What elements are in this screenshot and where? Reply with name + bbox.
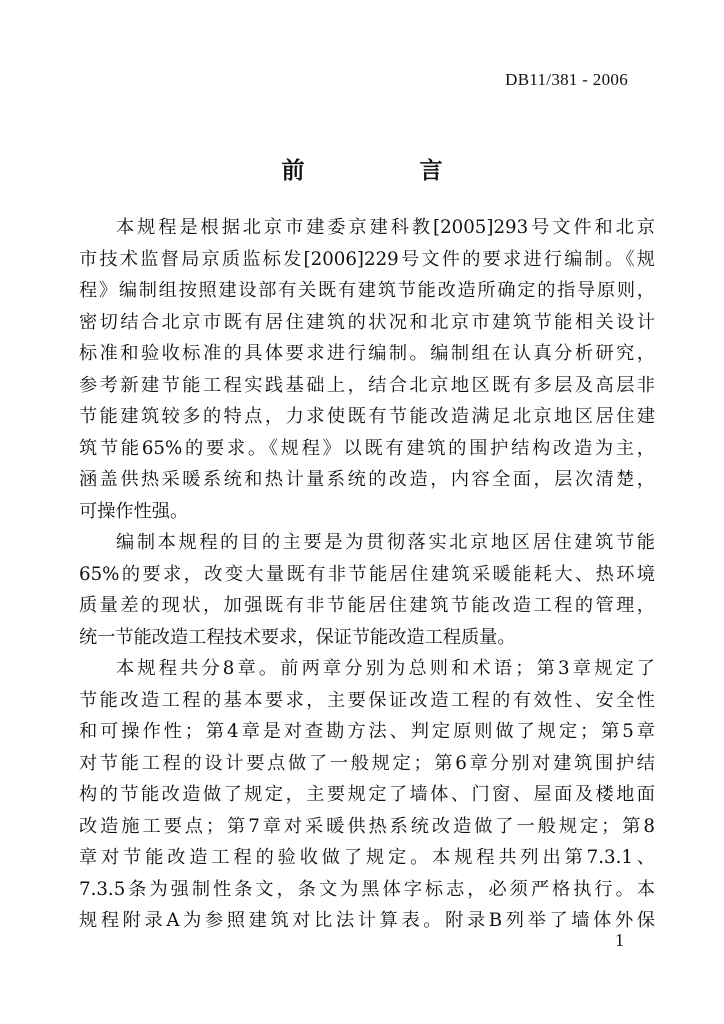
paragraph-line: 统一节能改造工程技术要求，保证节能改造工程质量。: [79, 626, 516, 648]
paragraph-line: 密切结合北京市既有居住建筑的状况和北京市建筑节能相关设计: [79, 311, 655, 333]
paragraph-line: 7.3.5条为强制性条文，条文为黑体字标志，必须严格执行。本: [79, 878, 655, 900]
paragraph-line: 节能改造工程的基本要求，主要保证改造工程的有效性、安全性: [79, 689, 655, 711]
paragraph-line: 本规程共分8章。前两章分别为总则和术语；第3章规定了: [116, 658, 655, 679]
paragraph-line: 章对节能改造工程的验收做了规定。本规程共列出第7.3.1、: [79, 847, 655, 868]
paragraph-line: 构的节能改造做了规定，主要规定了墙体、门窗、屋面及楼地面: [79, 784, 655, 805]
paragraph-line: 编制本规程的目的主要是为贯彻落实北京地区居住建筑节能: [116, 532, 655, 553]
paragraph-line: 程》编制组按照建设部有关既有建筑节能改造所确定的指导原则，: [79, 280, 655, 301]
paragraph-line: 改造施工要点；第7章对采暖供热系统改造做了一般规定；第8: [79, 815, 655, 837]
paragraph-line: 市技术监督局京质监标发[2006]229号文件的要求进行编制。《规: [79, 248, 655, 270]
paragraph-line: 质量差的现状，加强既有非节能居住建筑节能改造工程的管理，: [79, 595, 655, 616]
page-number: 1: [615, 930, 624, 950]
paragraph-line: 本规程是根据北京市建委京建科教[2005]293号文件和北京: [116, 217, 655, 238]
body-text: [79, 212, 655, 937]
paragraph-line: 涵盖供热采暖系统和热计量系统的改造，内容全面，层次清楚，: [79, 469, 655, 490]
paragraph-line: 和可操作性；第4章是对查勘方法、判定原则做了规定；第5章: [79, 721, 655, 742]
paragraph-line: 可操作性强。: [79, 500, 189, 522]
page-title: 前 言: [281, 158, 489, 184]
paragraph-line: 节能建筑较多的特点，力求使既有节能改造满足北京地区居住建: [79, 406, 655, 427]
paragraph-line: 规程附录A为参照建筑对比法计算表。附录B列举了墙体外保: [79, 910, 655, 931]
paragraph-line: 65%的要求，改变大量既有非节能居住建筑采暖能耗大、热环境: [79, 563, 655, 585]
paragraph-line: 参考新建节能工程实践基础上，结合北京地区既有多层及高层非: [79, 374, 655, 396]
paragraph-line: 筑节能65%的要求。《规程》以既有建筑的围护结构改造为主，: [79, 437, 655, 459]
paragraph-line: 标准和验收标准的具体要求进行编制。编制组在认真分析研究，: [79, 343, 655, 364]
paragraph-line: 对节能工程的设计要点做了一般规定；第6章分别对建筑围护结: [79, 752, 655, 774]
document-code: DB11/381 - 2006: [505, 70, 628, 89]
